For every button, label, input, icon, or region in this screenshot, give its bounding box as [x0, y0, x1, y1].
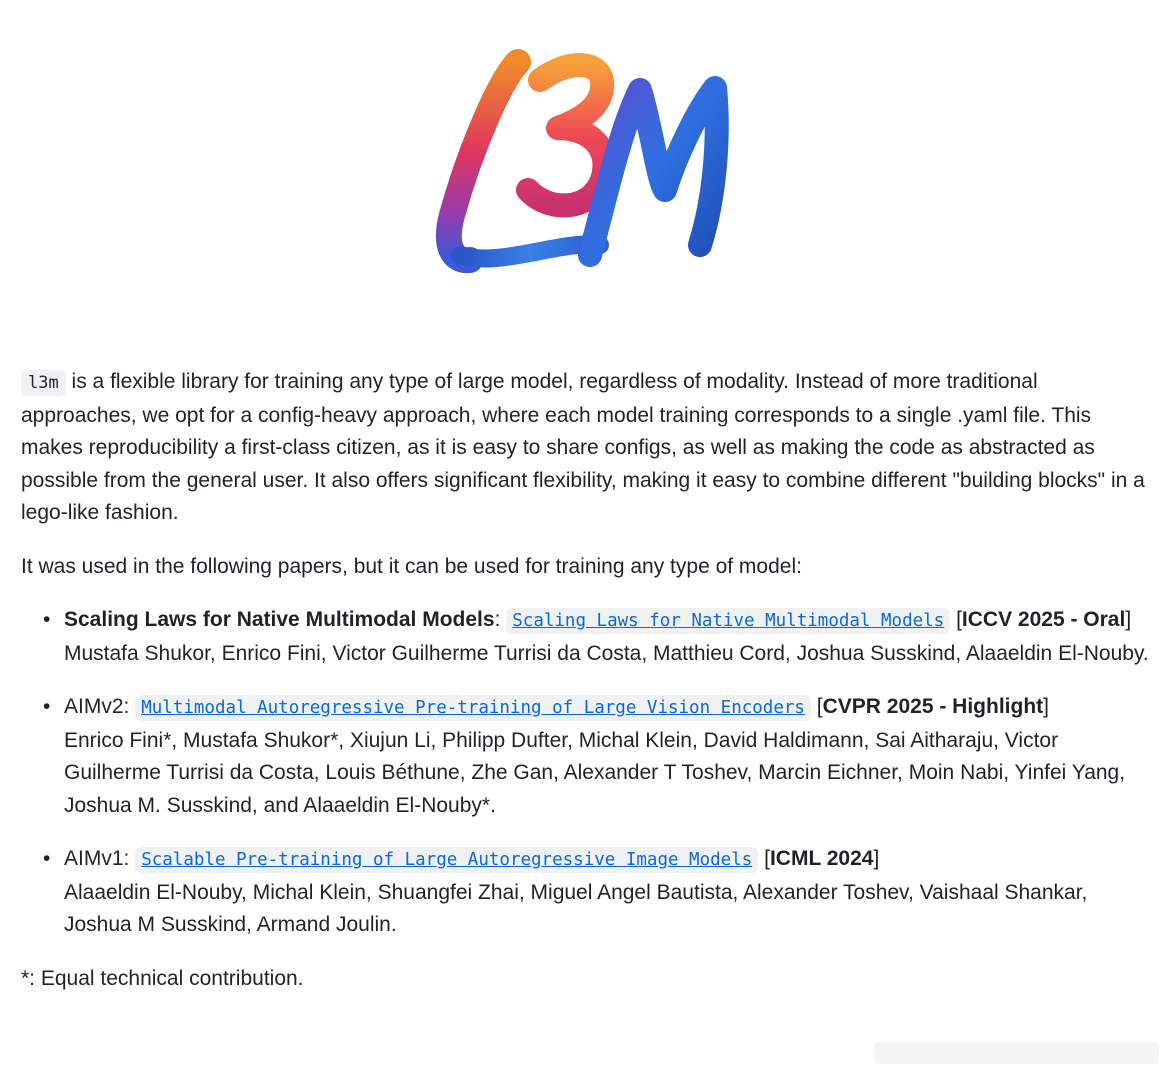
- readme-body: [21, 366, 1149, 995]
- papers-list: [21, 604, 1149, 942]
- l3m-code: l3m: [21, 370, 66, 396]
- list-item: • Scaling Laws for Native Multimodal Models: Scaling Laws for Native Multimodal Models [ICCV 2025 - Oral] Mustafa Shukor, Enrico Fini, Victor Guilherme Turrisi da Costa, Matthieu Cord, Joshua Susskind, Alaaeldin El-Nouby.: [21, 604, 1149, 670]
- watermark: [874, 1038, 1159, 1068]
- paper-name: AIMv1: [64, 847, 124, 870]
- intro-paragraph: [21, 366, 1149, 530]
- paper-venue: CVPR 2025 - Highlight: [822, 695, 1044, 718]
- list-item: • AIMv2: Multimodal Autoregressive Pre-training of Large Vision Encoders [CVPR 2025 - Highlight] Enrico Fini*, Mustafa Shukor*, Xiujun Li, Philipp Dufter, Michal Klein, David Haldimann, Sai Aitharaju, Victor Guilherme Turrisi da Costa, Louis Béthune, Zhe Gan, Alexander T Toshev, Marcin Eichner, Moin Nabi, Yinfei Yang, Joshua M. Susskind, and Alaaeldin El-Nouby*.: [21, 691, 1149, 822]
- paper-authors: Alaaeldin El-Nouby, Michal Klein, Shuangfei Zhai, Miguel Angel Bautista, Alexander Toshev, Vaishaal Shankar, Joshua M Susskind, Armand Joulin.: [64, 880, 1088, 936]
- list-item: • AIMv1: Scalable Pre-training of Large Autoregressive Image Models [ICML 2024] Alaaeldin El-Nouby, Michal Klein, Shuangfei Zhai, Miguel Angel Bautista, Alexander Toshev, Vaishaal Shankar, Joshua M Susskind, Armand Joulin.: [21, 843, 1149, 942]
- bullet-icon: •: [43, 695, 51, 718]
- bullet-icon: •: [43, 847, 51, 870]
- l3m-brush-logo-icon: [430, 40, 740, 280]
- paper-venue: ICCV 2025 - Oral: [961, 608, 1126, 631]
- paper-authors: Mustafa Shukor, Enrico Fini, Victor Guilherme Turrisi da Costa, Matthieu Cord, Joshua Susskind, Alaaeldin El-Nouby.: [64, 641, 1149, 665]
- bullet-icon: •: [43, 608, 51, 631]
- paper-venue: ICML 2024: [769, 847, 874, 870]
- paper-link[interactable]: Multimodal Autoregressive Pre-training of Large Vision Encoders: [135, 695, 811, 721]
- paper-link[interactable]: Scalable Pre-training of Large Autoregressive Image Models: [135, 847, 758, 873]
- paper-authors: Enrico Fini*, Mustafa Shukor*, Xiujun Li, Philipp Dufter, Michal Klein, David Haldimann, Sai Aitharaju, Victor Guilherme Turrisi da Costa, Louis Béthune, Zhe Gan, Alexander T Toshev, Marcin Eichner, Moin Nabi, Yinfei Yang, Joshua M. Susskind, and Alaaeldin El-Nouby*.: [64, 728, 1126, 817]
- paper-name: Scaling Laws for Native Multimodal Models: [64, 608, 495, 631]
- papers-lead: It was used in the following papers, but it can be used for training any type of model:: [21, 554, 802, 578]
- watermark-icon: [874, 1038, 1159, 1068]
- footnote: *: Equal technical contribution.: [21, 966, 304, 990]
- paper-name: AIMv2: [64, 695, 124, 718]
- paper-link[interactable]: Scaling Laws for Native Multimodal Models: [506, 608, 950, 634]
- l3m-logo: [430, 40, 740, 280]
- intro-text: is a flexible library for training any type of large model, regardless of modality. Instead of more traditional approaches, we opt for a config-heavy approach, where each model training corresponds to a single .yaml file. This makes reproducibility a first-class citizen, as it is easy to share configs, as well as making the code as abstracted as possible from the general user. It also offers significant flexibility, making it easy to combine different "building blocks" in a lego-like fashion.: [21, 370, 1145, 524]
